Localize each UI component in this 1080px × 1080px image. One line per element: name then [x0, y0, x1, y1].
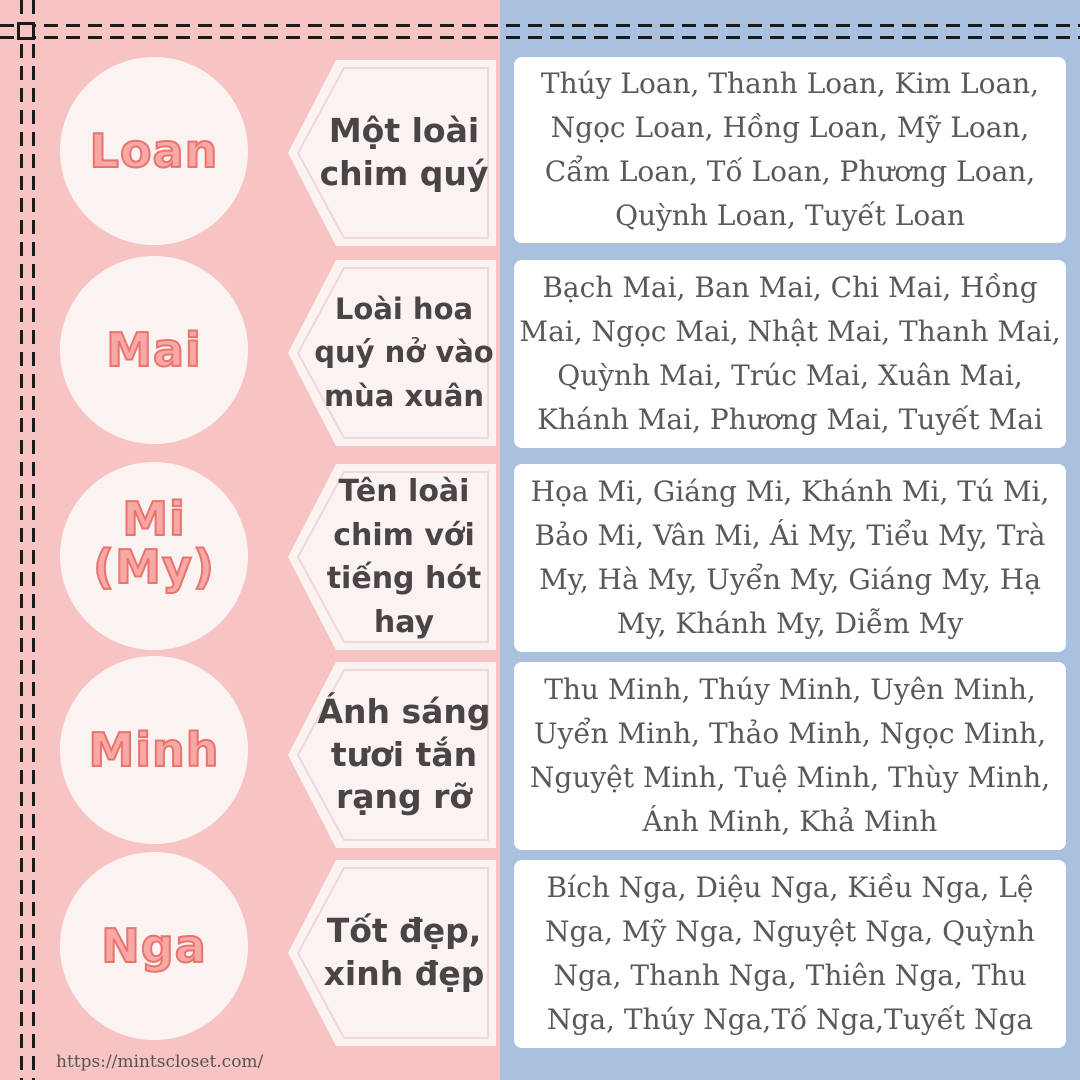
- meaning-label: Tên loài chim với tiếng hót hay: [326, 474, 482, 640]
- source-url[interactable]: https://mintscloset.com/: [56, 1052, 264, 1072]
- name-circle-minh: [60, 656, 248, 844]
- name-label: Mi (My): [93, 491, 215, 594]
- name-circle-loan: [60, 57, 248, 245]
- name-label: Loan: [89, 123, 219, 178]
- dashed-line-top-1: [0, 24, 1080, 27]
- examples-box-minh: [514, 662, 1066, 850]
- meaning-tag-loan: [288, 60, 496, 246]
- examples-text: Thúy Loan, Thanh Loan, Kim Loan, Ngọc Loan, Hồng Loan, Mỹ Loan, Cẩm Loan, Tố Loan, Phương Loan, Quỳnh Loan, Tuyết Loan: [540, 67, 1040, 232]
- meaning-tag-mi: [288, 464, 496, 650]
- dashed-line-left-2: [32, 0, 35, 1080]
- name-circle-nga: [60, 852, 248, 1040]
- meaning-tag-minh: [288, 662, 496, 848]
- examples-box-mi: [514, 464, 1066, 652]
- examples-text: Bạch Mai, Ban Mai, Chi Mai, Hồng Mai, Ngọc Mai, Nhật Mai, Thanh Mai, Quỳnh Mai, Trúc Mai, Xuân Mai, Khánh Mai, Phương Mai, Tuyết Mai: [519, 271, 1061, 436]
- examples-box-mai: [514, 260, 1066, 448]
- meaning-label: Một loài chim quý: [319, 111, 489, 193]
- name-label: Minh: [88, 722, 220, 777]
- meaning-tag-nga: [288, 860, 496, 1046]
- dashed-line-top-2: [0, 36, 1080, 39]
- meaning-label: Ánh sáng tươi tắn rạng rỡ: [317, 691, 491, 817]
- corner-square: [17, 22, 35, 40]
- dashed-line-left-1: [20, 0, 23, 1080]
- meaning-tag-mai: [288, 260, 496, 446]
- examples-text: Họa Mi, Giáng Mi, Khánh Mi, Tú Mi, Bảo Mi, Vân Mi, Ái My, Tiểu My, Trà My, Hà My, Uyển My, Giáng My, Hạ My, Khánh My, Diễm My: [530, 475, 1050, 640]
- name-label: Mai: [106, 322, 202, 377]
- name-label: Nga: [101, 918, 207, 973]
- examples-text: Thu Minh, Thúy Minh, Uyên Minh, Uyển Minh, Thảo Minh, Ngọc Minh, Nguyệt Minh, Tuệ Minh, Thùy Minh, Ánh Minh, Khả Minh: [529, 673, 1051, 838]
- meaning-label: Tốt đẹp, xinh đẹp: [323, 911, 485, 993]
- name-circle-mi: [60, 462, 248, 650]
- examples-box-nga: [514, 860, 1066, 1048]
- meaning-label: Loài hoa quý nở vào mùa xuân: [314, 291, 494, 413]
- examples-box-loan: [514, 57, 1066, 243]
- name-circle-mai: [60, 256, 248, 444]
- examples-text: Bích Nga, Diệu Nga, Kiều Nga, Lệ Nga, Mỹ Nga, Nguyệt Nga, Quỳnh Nga, Thanh Nga, Thiên Nga, Thu Nga, Thúy Nga,Tố Nga,Tuyết Nga: [544, 871, 1035, 1036]
